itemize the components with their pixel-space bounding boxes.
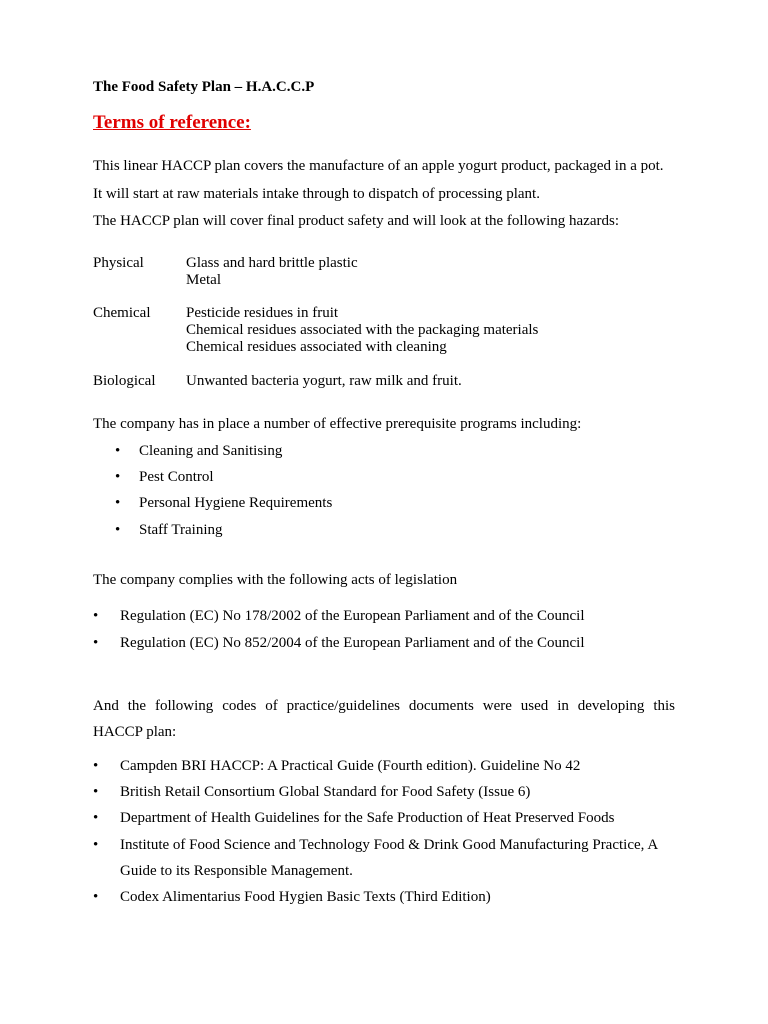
list-item-text: Staff Training xyxy=(139,522,223,538)
bullet-icon: • xyxy=(115,495,121,511)
list-item-text: Regulation (EC) No 178/2002 of the European Parliament and of the Council xyxy=(120,608,585,624)
list-item-text: Personal Hygiene Requirements xyxy=(139,495,333,511)
hazard-label-chemical: Chemical xyxy=(93,305,151,321)
bullet-icon: • xyxy=(115,522,121,538)
list-item-text-continuation: Guide to its Responsible Management. xyxy=(120,863,353,879)
legislation-intro: The company complies with the following acts of legislation xyxy=(93,572,458,588)
list-item-text: Regulation (EC) No 852/2004 of the European Parliament and of the Council xyxy=(120,635,585,651)
document-title: The Food Safety Plan – H.A.C.C.P xyxy=(93,79,315,95)
list-item-text: Institute of Food Science and Technology Food & Drink Good Manufacturing Practice, A xyxy=(120,837,659,853)
hazard-item: Metal xyxy=(186,272,221,288)
bullet-icon: • xyxy=(93,608,99,624)
hazard-item: Glass and hard brittle plastic xyxy=(186,255,358,271)
list-item-text: Department of Health Guidelines for the Safe Production of Heat Preserved Foods xyxy=(120,810,615,826)
bullet-icon: • xyxy=(93,810,99,826)
bullet-icon: • xyxy=(93,784,99,800)
hazard-label-physical: Physical xyxy=(93,255,144,271)
hazard-item: Chemical residues associated with the packaging materials xyxy=(186,322,539,338)
intro-line-3: The HACCP plan will cover final product safety and will look at the following hazards: xyxy=(93,213,619,229)
bullet-icon: • xyxy=(115,469,121,485)
bullet-icon: • xyxy=(93,758,99,774)
hazard-label-biological: Biological xyxy=(93,373,156,389)
list-item-text: Campden BRI HACCP: A Practical Guide (Fourth edition). Guideline No 42 xyxy=(120,758,581,774)
codes-intro-line-2: HACCP plan: xyxy=(93,724,177,740)
list-item-text: Cleaning and Sanitising xyxy=(139,443,283,459)
bullet-icon: • xyxy=(93,837,99,853)
prereq-intro: The company has in place a number of effective prerequisite programs including: xyxy=(93,416,582,432)
bullet-icon: • xyxy=(93,635,99,651)
intro-line-1: This linear HACCP plan covers the manufacture of an apple yogurt product, packaged in a pot. xyxy=(93,158,664,174)
codes-intro-line-1: And the following codes of practice/guidelines documents were used in developing this xyxy=(93,698,675,714)
hazard-item: Pesticide residues in fruit xyxy=(186,305,339,321)
bullet-icon: • xyxy=(93,889,99,905)
list-item-text: Codex Alimentarius Food Hygien Basic Texts (Third Edition) xyxy=(120,889,491,905)
list-item-text: British Retail Consortium Global Standard for Food Safety (Issue 6) xyxy=(120,784,531,800)
hazard-item: Chemical residues associated with cleaning xyxy=(186,339,447,355)
hazard-item: Unwanted bacteria yogurt, raw milk and fruit. xyxy=(186,373,462,389)
intro-line-2: It will start at raw materials intake through to dispatch of processing plant. xyxy=(93,186,540,202)
section-heading: Terms of reference: xyxy=(93,112,251,133)
list-item-text: Pest Control xyxy=(139,469,214,485)
bullet-icon: • xyxy=(115,443,121,459)
